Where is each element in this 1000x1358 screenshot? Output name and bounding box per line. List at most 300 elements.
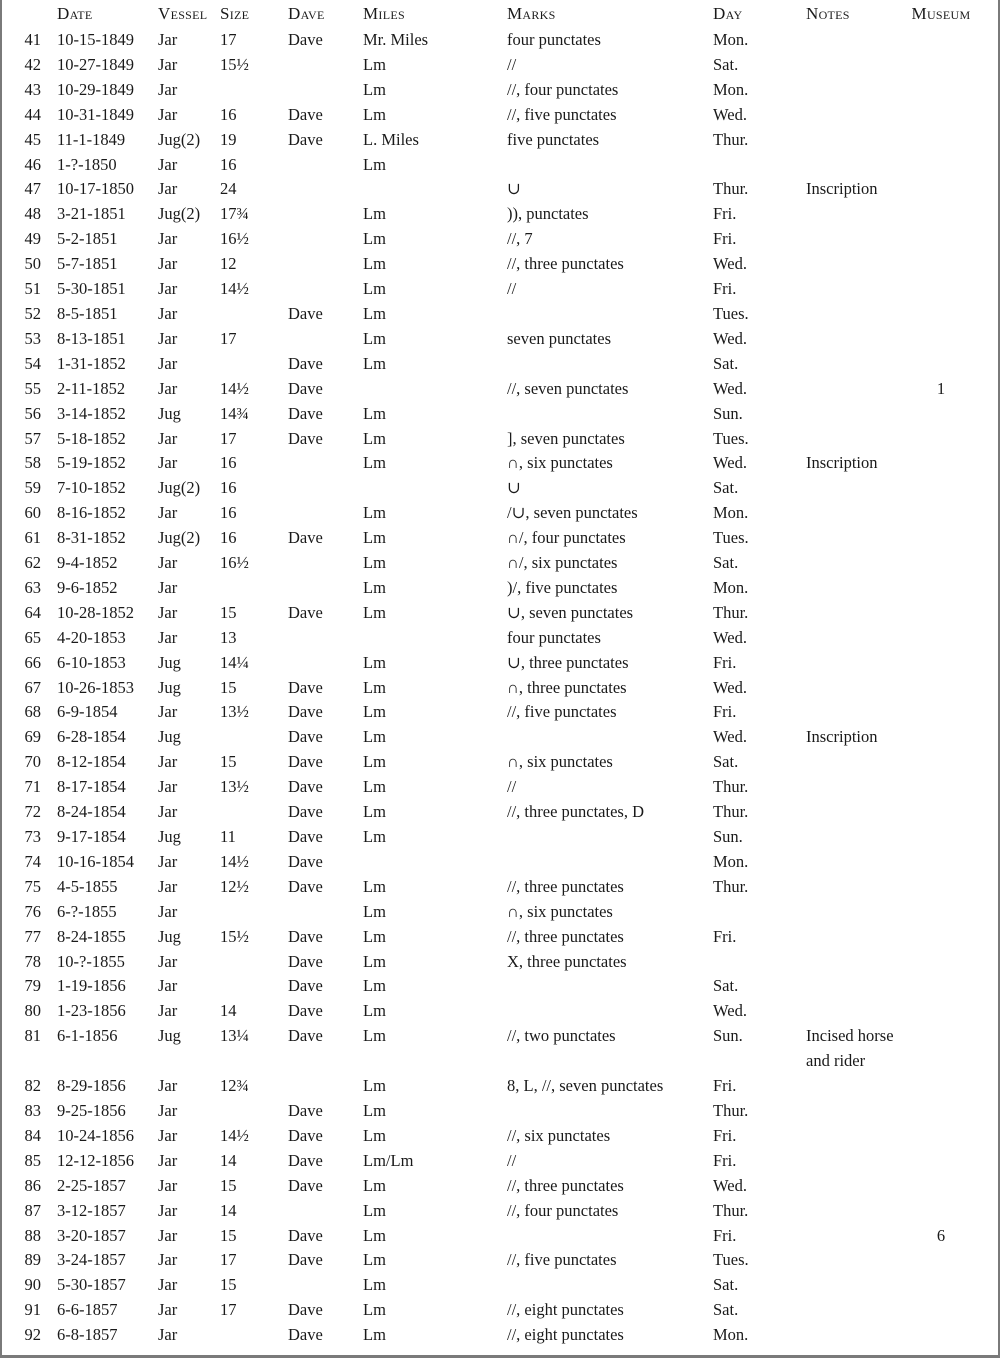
cell-miles: Lm [363,1250,386,1270]
cell-notes [806,551,906,576]
cell-dave: Dave [288,1250,323,1270]
cell-vessel: Jar [158,976,178,996]
cell-num: 88 [24,1225,41,1245]
cell-day: Sun. [713,1026,743,1046]
cell-museum [906,1323,976,1348]
table-row [2,1174,976,1199]
cell-date: 8-29-1856 [57,1076,126,1096]
cell-notes [806,526,906,551]
cell-marks: ∪, seven punctates [507,602,634,622]
cell-size: 14¼ [220,652,249,672]
table-row [2,626,976,651]
cell-vessel: Jar [158,1250,178,1270]
cell-size: 12 [220,254,237,274]
cell-museum [906,1248,976,1273]
cell-size: 12½ [220,876,249,896]
cell-miles: Lm [363,403,386,423]
header-dave: Dave [288,4,325,23]
cell-marks [507,850,713,875]
cell-museum [906,427,976,452]
table-row [2,950,976,975]
cell-vessel: Jar [158,802,178,822]
cell-vessel: Jar [158,752,178,772]
cell-date: 10-24-1856 [57,1125,134,1145]
cell-size: 17 [220,328,237,348]
cell-notes: Incised horse and rider [806,1026,894,1071]
cell-marks [507,1224,713,1249]
cell-day: Fri. [713,926,737,946]
cell-miles: Lm [363,876,386,896]
cell-dave [288,451,363,476]
cell-vessel: Jar [158,1076,178,1096]
cell-size: 14¾ [220,403,249,423]
cell-marks [507,402,713,427]
cell-num: 80 [24,1001,41,1021]
cell-notes [806,427,906,452]
cell-vessel: Jar [158,229,178,249]
cell-size: 16 [220,104,237,124]
cell-museum [906,825,976,850]
cell-num: 64 [24,602,41,622]
cell-date: 9-17-1854 [57,827,126,846]
cell-date: 5-7-1851 [57,254,118,274]
cell-miles: Lm [363,951,386,971]
table-row [2,1248,976,1273]
cell-date: 1-?-1850 [57,154,117,174]
header-num [2,4,57,28]
cell-date: 10-17-1850 [57,179,134,199]
cell-vessel: Jar [158,154,178,174]
cell-date: 8-5-1851 [57,303,118,323]
cell-dave [288,202,363,227]
cell-dave: Dave [288,1325,323,1345]
cell-vessel: Jar [158,303,178,323]
table-row [2,1298,976,1323]
cell-size [220,352,288,377]
cell-museum [906,28,976,53]
cell-vessel: Jug(2) [158,478,201,498]
table-row [2,377,976,402]
cell-museum [906,352,976,377]
cell-day: Tues. [713,1250,749,1270]
cell-marks: //, four punctates [507,79,619,99]
header-date: Date [57,4,93,23]
cell-marks: ∪ [507,478,521,498]
cell-vessel: Jar [158,453,178,473]
cell-size: 19 [220,129,237,149]
cell-dave [288,252,363,277]
cell-size [220,576,288,601]
cell-museum [906,177,976,202]
table-row [2,402,976,427]
cell-dave: Dave [288,1300,323,1320]
cell-vessel: Jug [158,403,181,423]
table-row [2,526,976,551]
cell-num: 66 [24,652,41,672]
cell-size: 14 [220,1150,237,1170]
cell-vessel: Jug [158,926,181,946]
cell-museum [906,725,976,750]
cell-num: 68 [24,702,41,722]
cell-day: Sat. [713,478,739,498]
cell-date: 10-29-1849 [57,79,134,99]
cell-notes [806,900,906,925]
cell-vessel: Jar [158,553,178,573]
cell-size: 12¾ [220,1076,249,1096]
cell-vessel: Jug [158,827,181,846]
cell-vessel: Jar [158,104,178,124]
cell-vessel: Jug(2) [158,129,201,149]
cell-notes [806,850,906,875]
cell-num: 71 [24,777,41,797]
cell-dave: Dave [288,1100,323,1120]
cell-size: 15 [220,1225,237,1245]
cell-miles: Lm [363,976,386,996]
cell-size [220,1323,288,1348]
cell-museum [906,775,976,800]
cell-vessel: Jar [158,1275,178,1295]
table-row [2,651,976,676]
cell-vessel: Jar [158,1150,178,1170]
cell-dave [288,177,363,202]
cell-marks: ∩, six punctates [507,901,613,921]
cell-miles: Lm [363,1275,386,1295]
table-row [2,501,976,526]
cell-miles: Lm [363,777,386,797]
cell-dave: Dave [288,428,323,448]
cell-size: 14½ [220,1125,249,1145]
cell-vessel: Jar [158,30,178,49]
cell-size [220,800,288,825]
table-row [2,1124,976,1149]
table-body [2,28,976,1348]
cell-museum [906,227,976,252]
cell-vessel: Jar [158,577,178,597]
cell-marks: //, three punctates [507,254,624,274]
cell-num: 73 [24,827,41,846]
cell-marks [507,153,713,178]
cell-size [220,725,288,750]
cell-dave: Dave [288,951,323,971]
cell-size: 24 [220,179,237,199]
cell-marks: //, 7 [507,229,533,249]
cell-vessel: Jar [158,777,178,797]
cell-size: 15 [220,1275,237,1295]
cell-num: 42 [24,54,41,74]
cell-size: 13¼ [220,1026,249,1046]
cell-num: 58 [24,453,41,473]
cell-vessel: Jar [158,1001,178,1021]
cell-size: 16 [220,528,237,548]
cell-date: 4-5-1855 [57,876,118,896]
header-notes: Notes [806,4,850,23]
cell-marks: //, eight punctates [507,1325,624,1345]
cell-num: 65 [24,627,41,647]
cell-miles: Lm [363,204,386,224]
cell-miles: Lm [363,1200,386,1220]
cell-vessel: Jug [158,677,181,697]
cell-day: Mon. [713,851,749,871]
table-row [2,676,976,701]
cell-dave [288,327,363,352]
table-row [2,775,976,800]
cell-museum [906,1149,976,1174]
cell-notes [806,103,906,128]
cell-miles [363,377,507,402]
cell-day: Fri. [713,1125,737,1145]
cell-date: 8-12-1854 [57,752,126,772]
cell-size: 15 [220,1175,237,1195]
cell-marks: // [507,279,517,299]
cell-dave [288,651,363,676]
cell-notes [806,352,906,377]
cell-vessel: Jar [158,1200,178,1220]
cell-vessel: Jar [158,702,178,722]
cell-day: Mon. [713,1325,749,1345]
table-row [2,576,976,601]
cell-marks: //, five punctates [507,702,617,722]
cell-num: 91 [24,1300,41,1320]
cell-date: 6-28-1854 [57,727,126,747]
cell-size: 14 [220,1200,237,1220]
cell-dave: Dave [288,1026,323,1046]
cell-num: 62 [24,553,41,573]
cell-day: Tues. [713,428,749,448]
cell-museum [906,576,976,601]
cell-day: Sat. [713,752,739,772]
cell-notes [806,1298,906,1323]
cell-notes [806,1224,906,1249]
cell-miles: Lm [363,328,386,348]
cell-date: 3-24-1857 [57,1250,126,1270]
cell-museum [906,1024,976,1074]
cell-day: Fri. [713,1150,737,1170]
cell-marks: /∪, seven punctates [507,503,638,523]
cell-num: 76 [24,901,41,921]
cell-vessel: Jar [158,254,178,274]
cell-day: Sat. [713,553,739,573]
cell-notes [806,202,906,227]
cell-dave: Dave [288,602,323,622]
cell-day: Sat. [713,353,739,373]
cell-date: 11-1-1849 [57,129,126,149]
cell-museum [906,1174,976,1199]
cell-miles: Lm [363,1125,386,1145]
cell-dave: Dave [288,303,323,323]
cell-notes [806,974,906,999]
cell-miles: L. Miles [363,129,419,149]
cell-museum [906,451,976,476]
cell-museum [906,676,976,701]
table-row [2,1099,976,1124]
cell-notes [806,700,906,725]
cell-dave: Dave [288,353,323,373]
cell-museum [906,78,976,103]
cell-dave: Dave [288,378,323,398]
cell-dave: Dave [288,677,323,697]
cell-miles: Lm [363,702,386,722]
cell-museum [906,1099,976,1124]
cell-day: Sat. [713,54,739,74]
cell-museum [906,302,976,327]
cell-miles: Lm [363,79,386,99]
cell-museum [906,651,976,676]
cell-notes [806,476,906,501]
cell-miles: Lm [363,802,386,822]
cell-vessel: Jar [158,876,178,896]
cell-museum [906,1074,976,1099]
cell-museum [906,277,976,302]
cell-marks: // [507,1150,517,1170]
cell-marks [507,1099,713,1124]
cell-marks: )), punctates [507,204,589,224]
cell-num: 74 [24,851,41,871]
cell-day: Sat. [713,1275,739,1295]
cell-museum [906,53,976,78]
cell-dave: Dave [288,702,323,722]
cell-size [220,900,288,925]
table-row [2,1024,976,1074]
cell-marks: 8, L, //, seven punctates [507,1076,664,1096]
cell-num: 47 [24,179,41,199]
cell-miles: Lm [363,279,386,299]
cell-miles: Lm [363,1100,386,1120]
cell-num: 79 [24,976,41,996]
cell-day: Sun. [713,403,743,423]
cell-size: 15½ [220,926,249,946]
cell-vessel: Jar [158,1325,178,1345]
cell-vessel: Jar [158,1225,178,1245]
cell-num: 63 [24,577,41,597]
cell-notes [806,277,906,302]
cell-notes [806,1074,906,1099]
cell-size: 15 [220,602,237,622]
cell-miles: Lm [363,254,386,274]
cell-museum [906,750,976,775]
cell-date: 7-10-1852 [57,478,126,498]
cell-day: Tues. [713,528,749,548]
cell-miles: Lm [363,652,386,672]
cell-marks [507,825,713,850]
cell-vessel: Jug [158,727,181,747]
cell-size: 15 [220,752,237,772]
cell-vessel: Jar [158,328,178,348]
cell-marks: //, seven punctates [507,378,629,398]
cell-day: Wed. [713,1001,747,1021]
cell-museum [906,925,976,950]
cell-day: Wed. [713,378,747,398]
cell-size: 17 [220,1250,237,1270]
cell-notes [806,999,906,1024]
cell-num: 61 [24,528,41,548]
cell-marks: //, three punctates [507,926,624,946]
cell-marks [507,725,713,750]
cell-dave [288,227,363,252]
cell-notes [806,651,906,676]
cell-marks [507,974,713,999]
cell-museum [906,252,976,277]
cell-date: 6-10-1853 [57,652,126,672]
header-museum: Museum [911,4,971,23]
cell-notes: Inscription [806,727,878,747]
cell-dave: Dave [288,1150,323,1170]
cell-museum [906,601,976,626]
header-size: Size [220,4,250,23]
table-row [2,277,976,302]
cell-size: 16½ [220,553,249,573]
cell-size: 16½ [220,229,249,249]
cell-miles: Lm [363,677,386,697]
cell-size: 13½ [220,777,249,797]
cell-marks: ∪, three punctates [507,652,629,672]
cell-date: 6-9-1854 [57,702,118,722]
cell-dave: Dave [288,851,323,871]
cell-day: Wed. [713,727,747,747]
cell-size: 17¾ [220,204,249,224]
cell-notes [806,128,906,153]
cell-num: 77 [24,926,41,946]
cell-marks: // [507,54,517,74]
cell-date: 3-14-1852 [57,403,126,423]
cell-num: 75 [24,876,41,896]
cell-miles: Lm [363,752,386,772]
cell-notes [806,576,906,601]
cell-marks: //, four punctates [507,1200,619,1220]
cell-size: 17 [220,428,237,448]
cell-marks: ∩/, six punctates [507,553,618,573]
cell-date: 9-6-1852 [57,577,118,597]
cell-vessel: Jar [158,503,178,523]
table-row [2,551,976,576]
cell-date: 10-27-1849 [57,54,134,74]
cell-vessel: Jar [158,279,178,299]
cell-museum [906,202,976,227]
cell-day: Thur. [713,802,749,822]
cell-day: Fri. [713,652,737,672]
cell-dave: Dave [288,802,323,822]
cell-marks: four punctates [507,30,601,49]
cell-day [713,900,806,925]
cell-dave [288,277,363,302]
cell-date: 3-12-1857 [57,1200,126,1220]
cell-date: 6-6-1857 [57,1300,118,1320]
cell-date: 1-23-1856 [57,1001,126,1021]
cell-size: 16 [220,478,237,498]
cell-dave: Dave [288,727,323,747]
cell-size: 17 [220,30,237,49]
cell-num: 69 [24,727,41,747]
table-row [2,128,976,153]
cell-notes [806,601,906,626]
cell-num: 78 [24,951,41,971]
cell-marks: ∩, six punctates [507,752,613,772]
cell-num: 45 [24,129,41,149]
cell-num: 83 [24,1100,41,1120]
cell-num: 67 [24,677,41,697]
cell-notes [806,1099,906,1124]
cell-miles: Lm [363,503,386,523]
cell-date: 4-20-1853 [57,627,126,647]
cell-date: 8-24-1855 [57,926,126,946]
cell-num: 48 [24,204,41,224]
cell-miles: Lm [363,229,386,249]
cell-vessel: Jar [158,1100,178,1120]
table-row [2,352,976,377]
cell-museum [906,1199,976,1224]
cell-miles: Lm [363,1175,386,1195]
cell-dave [288,551,363,576]
cell-notes: Inscription [806,179,878,199]
